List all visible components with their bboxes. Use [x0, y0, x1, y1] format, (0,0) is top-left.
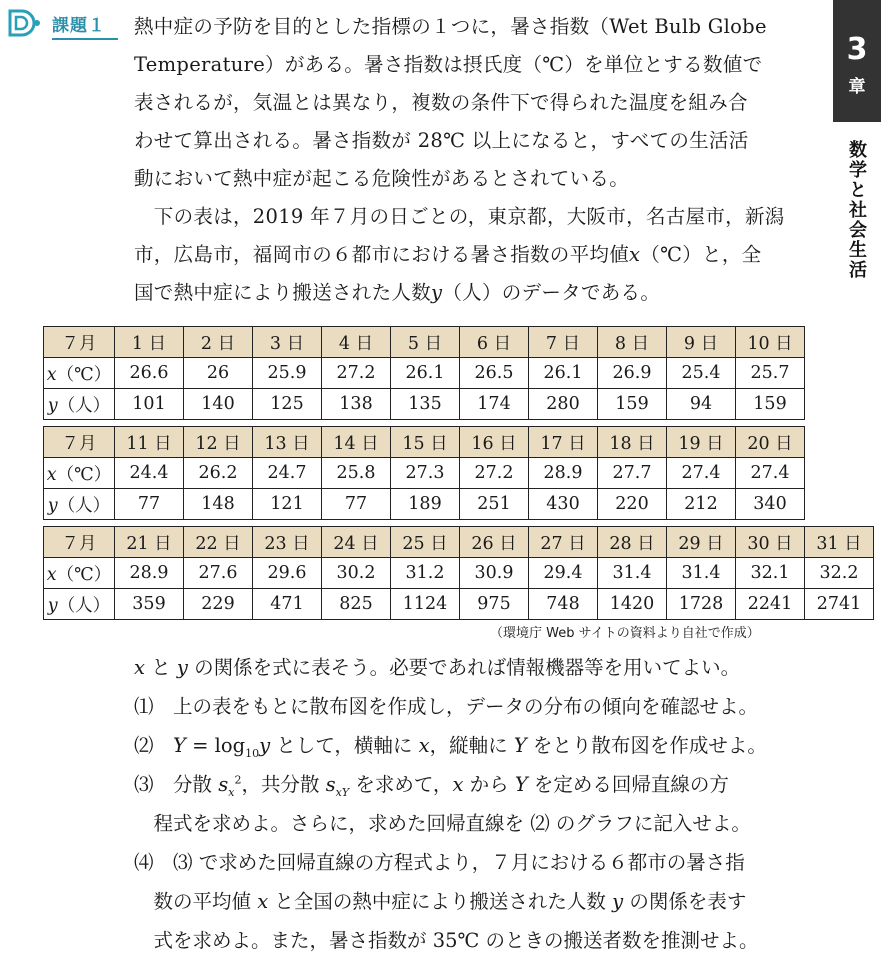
table-cell: 26	[184, 358, 253, 389]
row-var: y	[47, 595, 58, 616]
table-cell: 121	[253, 489, 322, 520]
chapter-number: 3	[846, 32, 868, 67]
table-cell: 26.1	[391, 358, 460, 389]
table-cell: 25.7	[736, 358, 805, 389]
table-cell: 471	[253, 589, 322, 620]
row-header: ７月	[44, 527, 115, 558]
table-cell: 22 日	[184, 527, 253, 558]
text: から	[463, 773, 515, 796]
row-header: ７月	[44, 327, 115, 358]
digital-d-icon	[6, 8, 42, 38]
table-cell: 174	[460, 389, 529, 420]
intro-line-text: 国で熱中症により搬送された人数	[134, 281, 432, 304]
table-cell: 25 日	[391, 527, 460, 558]
var-x: x	[418, 734, 430, 757]
table-cell: 8 日	[598, 327, 667, 358]
table-cell: 25.8	[322, 458, 391, 489]
var-x: x	[134, 656, 145, 679]
table-cell: 26.1	[529, 358, 598, 389]
intro-line: Temperature）がある。暑さ指数は摂氏度（℃）を単位とする数値で	[134, 53, 763, 76]
table-cell: 220	[598, 489, 667, 520]
table-cell: 135	[391, 389, 460, 420]
row-var: x	[46, 564, 57, 585]
intro-line-text: 市，広島市，福岡市の６都市における暑さ指数の平均値	[134, 243, 630, 266]
table-cell: 3 日	[253, 327, 322, 358]
table-cell: 27 日	[529, 527, 598, 558]
table-cell: 29.4	[529, 558, 598, 589]
table-cell: 340	[736, 489, 805, 520]
table-row	[44, 427, 805, 458]
intro-line-end: （人）のデータである。	[442, 281, 661, 304]
intro-line: わせて算出される。暑さ指数が 28℃ 以上になると，すべての生活活	[134, 129, 749, 152]
sub-x: x	[228, 785, 235, 799]
table-cell: 2741	[805, 589, 874, 620]
table-cell: 12 日	[184, 427, 253, 458]
row-unit: （℃）	[56, 364, 112, 385]
row-var: y	[47, 495, 58, 516]
table-cell: 94	[667, 389, 736, 420]
table-cell: 27.4	[667, 458, 736, 489]
table-cell: 2 日	[184, 327, 253, 358]
row-var: x	[46, 364, 57, 385]
text: ，縦軸に	[429, 734, 514, 757]
table-cell: 24.7	[253, 458, 322, 489]
table-cell: 140	[184, 389, 253, 420]
table-cell: 24 日	[322, 527, 391, 558]
var-Y: Y	[513, 734, 527, 757]
table-cell: 29 日	[667, 527, 736, 558]
var-y: y	[259, 734, 271, 757]
table-cell: 430	[529, 489, 598, 520]
table-cell: 31 日	[805, 527, 874, 558]
intro-line	[134, 236, 794, 274]
table-cell: 27.2	[460, 458, 529, 489]
table-cell: 251	[460, 489, 529, 520]
table-cell: 32.1	[736, 558, 805, 589]
row-header	[44, 358, 115, 389]
table-cell: 77	[115, 489, 184, 520]
table-cell: 19 日	[667, 427, 736, 458]
text: を求めて，	[349, 773, 453, 796]
table-cell: 359	[115, 589, 184, 620]
log-base: 10	[245, 746, 260, 760]
table-cell: 25.9	[253, 358, 322, 389]
row-header	[44, 458, 115, 489]
table-cell: 30 日	[736, 527, 805, 558]
table-cell: 18 日	[598, 427, 667, 458]
text: を定める回帰直線の方	[527, 773, 729, 796]
table-cell: 11 日	[115, 427, 184, 458]
table-row	[44, 589, 874, 620]
data-table	[43, 426, 805, 520]
table-cell: 159	[598, 389, 667, 420]
question-lead	[134, 648, 834, 687]
var-Y: Y	[173, 734, 186, 757]
question-1: ⑴ 上の表をもとに散布図を作成し，データの分布の傾向を確認せよ。	[134, 695, 759, 718]
var-x: x	[452, 773, 464, 796]
table-cell: 229	[184, 589, 253, 620]
table-row	[44, 527, 874, 558]
table-cell: 24.4	[115, 458, 184, 489]
text: 数の平均値	[134, 890, 258, 913]
table-cell: 16 日	[460, 427, 529, 458]
table-row	[44, 558, 874, 589]
table-cell: 1728	[667, 589, 736, 620]
row-header	[44, 558, 115, 589]
var-y: y	[612, 890, 624, 913]
table-cell: 23 日	[253, 527, 322, 558]
text: と全国の熱中症により搬送された人数	[268, 890, 613, 913]
table-cell: 5 日	[391, 327, 460, 358]
table-cell: 1420	[598, 589, 667, 620]
question-3	[134, 765, 834, 804]
table-cell: 27.6	[184, 558, 253, 589]
table-cell: 31.2	[391, 558, 460, 589]
table-cell: 27.4	[736, 458, 805, 489]
table-cell: 32.2	[805, 558, 874, 589]
table-cell: 28.9	[529, 458, 598, 489]
text: の関係を表す	[623, 890, 747, 913]
table-cell: 9 日	[667, 327, 736, 358]
table-cell: 2241	[736, 589, 805, 620]
table-cell: 4 日	[322, 327, 391, 358]
table-cell: 26.9	[598, 358, 667, 389]
table-cell: 1124	[391, 589, 460, 620]
intro-paragraph	[134, 8, 794, 312]
var-y: y	[431, 281, 443, 304]
source-note: （環境庁 Web サイトの資料より自社で作成）	[490, 626, 760, 641]
sub-xY: xY	[335, 785, 350, 799]
table-cell: 26 日	[460, 527, 529, 558]
table-cell: 212	[667, 489, 736, 520]
table-cell: 30.9	[460, 558, 529, 589]
table-cell: 6 日	[460, 327, 529, 358]
table-cell: 26.6	[115, 358, 184, 389]
data-table	[43, 526, 874, 620]
intro-line: 表されるが，気温とは異なり，複数の条件下で得られた温度を組み合	[134, 91, 748, 114]
question-3-cont: 程式を求めよ。さらに，求めた回帰直線を ⑵ のグラフに記入せよ。	[134, 812, 751, 835]
var-s: s	[325, 773, 336, 796]
table-cell: 138	[322, 389, 391, 420]
text: ，共分散	[241, 773, 326, 796]
text: ⑵	[134, 734, 174, 757]
row-header	[44, 589, 115, 620]
table-cell: 25.4	[667, 358, 736, 389]
table-cell: 13 日	[253, 427, 322, 458]
table-cell: 27.3	[391, 458, 460, 489]
var-x: x	[629, 243, 641, 266]
intro-line: 熱中症の予防を目的とした指標の１つに，暑さ指数（Wet Bulb Globe	[134, 15, 767, 38]
chapter-unit: 章	[848, 77, 866, 97]
row-header	[44, 389, 115, 420]
table-cell: 17 日	[529, 427, 598, 458]
chapter-tab	[833, 0, 881, 122]
table-cell: 10 日	[736, 327, 805, 358]
table-cell: 148	[184, 489, 253, 520]
row-unit: （人）	[57, 395, 111, 416]
table-cell: 159	[736, 389, 805, 420]
text: と	[145, 656, 177, 679]
text: の関係を式に表そう。必要であれば情報機器等を用いてよい。	[187, 656, 741, 679]
var-Y: Y	[514, 773, 528, 796]
table-cell: 7 日	[529, 327, 598, 358]
intro-line: 下の表は，2019 年７月の日ごとの，東京都，大阪市，名古屋市，新潟	[134, 205, 785, 228]
var-x: x	[257, 890, 269, 913]
text: = log	[185, 734, 246, 757]
table-cell: 29.6	[253, 558, 322, 589]
table-cell: 21 日	[115, 527, 184, 558]
table-cell: 189	[391, 489, 460, 520]
intro-line-end: （℃）と，全	[640, 243, 762, 266]
table-cell: 27.2	[322, 358, 391, 389]
row-unit: （℃）	[56, 564, 112, 585]
table-cell: 27.7	[598, 458, 667, 489]
table-cell: 26.5	[460, 358, 529, 389]
table-row	[44, 489, 805, 520]
row-var: x	[46, 464, 57, 485]
table-cell: 20 日	[736, 427, 805, 458]
question-4: ⑷ ⑶ で求めた回帰直線の方程式より，７月における６都市の暑さ指	[134, 851, 745, 874]
table-cell: 748	[529, 589, 598, 620]
table-cell: 825	[322, 589, 391, 620]
questions	[134, 648, 834, 960]
data-table	[43, 326, 805, 420]
intro-line	[134, 274, 794, 312]
row-unit: （℃）	[56, 464, 112, 485]
table-cell: 28.9	[115, 558, 184, 589]
table-row	[44, 389, 805, 420]
table-row	[44, 358, 805, 389]
var-y: y	[176, 656, 188, 679]
table-cell: 31.4	[598, 558, 667, 589]
row-unit: （人）	[57, 495, 111, 516]
table-cell: 125	[253, 389, 322, 420]
question-4-cont: 式を求めよ。また，暑さ指数が 35℃ のときの搬送者数を推測せよ。	[134, 929, 759, 952]
table-cell: 31.4	[667, 558, 736, 589]
text: ⑶ 分散	[134, 773, 219, 796]
table-row	[44, 458, 805, 489]
question-4-cont	[134, 882, 834, 921]
table-cell: 101	[115, 389, 184, 420]
table-cell: 77	[322, 489, 391, 520]
table-cell: 30.2	[322, 558, 391, 589]
table-cell: 280	[529, 389, 598, 420]
side-title: 数学と社会生活	[846, 140, 867, 280]
question-2	[134, 726, 834, 765]
row-header: ７月	[44, 427, 115, 458]
sup-2: 2	[234, 773, 242, 787]
text: として，横軸に	[270, 734, 419, 757]
table-cell: 15 日	[391, 427, 460, 458]
row-header	[44, 489, 115, 520]
table-cell: 14 日	[322, 427, 391, 458]
row-unit: （人）	[57, 595, 111, 616]
var-s: s	[218, 773, 229, 796]
table-cell: 975	[460, 589, 529, 620]
row-var: y	[47, 395, 58, 416]
text: をとり散布図を作成せよ。	[526, 734, 767, 757]
table-cell: 28 日	[598, 527, 667, 558]
table-cell: 1 日	[115, 327, 184, 358]
task-label: 課題１	[52, 11, 118, 40]
table-cell: 26.2	[184, 458, 253, 489]
intro-line: 動において熱中症が起こる危険性があるとされている。	[134, 167, 630, 190]
table-row	[44, 327, 805, 358]
